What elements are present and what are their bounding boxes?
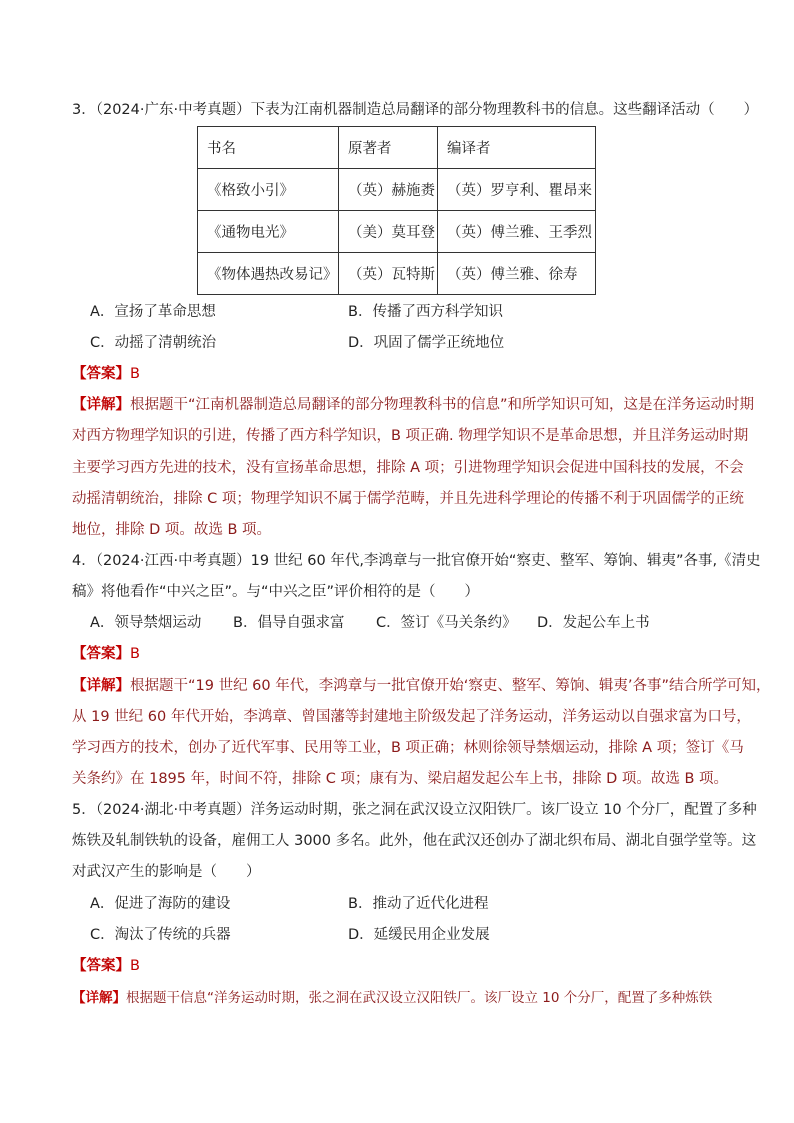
q3-detail-line: 地位，排除 D 项。故选 B 项。 bbox=[72, 522, 272, 538]
q5-stem-line: 5．（2024·湖北·中考真题）洋务运动时期，张之洞在武汉设立汉阳铁厂。该厂设立 10 个分厂，配置了多种 bbox=[72, 802, 757, 818]
detail-tag: 【详解】 bbox=[72, 990, 126, 1006]
table-header-row bbox=[198, 127, 596, 169]
q3-option-b: B．传播了西方科学知识 bbox=[348, 304, 503, 320]
answer-tag: 【答案】 bbox=[72, 646, 130, 662]
answer-tag: 【答案】 bbox=[72, 958, 130, 974]
q5-answer bbox=[72, 956, 140, 976]
q4-option-d: D．发起公车上书 bbox=[537, 615, 650, 631]
q3-detail-line bbox=[72, 395, 754, 415]
q3-option-c: C．动摇了清朝统治 bbox=[90, 335, 217, 351]
answer-tag: 【答案】 bbox=[72, 366, 130, 382]
table-header-cell: 编译者 bbox=[438, 127, 596, 169]
q5-option-a: A．促进了海防的建设 bbox=[90, 896, 231, 912]
q4-detail-line: 学习西方的技术，创办了近代军事、民用等工业，B 项正确；林则徐领导禁烟运动，排除 A 项；签订《马 bbox=[72, 740, 744, 756]
table-cell: （英）傅兰雅、王季烈 bbox=[438, 211, 596, 253]
answer-value: B bbox=[130, 366, 140, 382]
table-header-cell: 原著者 bbox=[339, 127, 438, 169]
q3-option-a: A．宣扬了革命思想 bbox=[90, 304, 216, 320]
q5-stem-line: 炼铁及轧制铁轨的设备，雇佣工人 3000 多名。此外，他在武汉还创办了湖北织布局、湖北自强学堂等。这 bbox=[72, 833, 757, 849]
table-row bbox=[198, 253, 596, 295]
table-cell: 《通物电光》 bbox=[198, 211, 339, 253]
q4-stem-line: 4．（2024·江西·中考真题）19 世纪 60 年代,李鸿章与一批官僚开始“察吏、整军、筹饷、辑夷”各事,《清史 bbox=[72, 553, 761, 569]
table-cell: 《物体遇热改易记》 bbox=[198, 253, 339, 295]
table-cell: （英）赫施赉 bbox=[339, 169, 438, 211]
table-row bbox=[198, 211, 596, 253]
table-cell: （英）罗亨利、瞿昂来 bbox=[438, 169, 596, 211]
q4-option-a: A．领导禁烟运动 bbox=[90, 615, 202, 631]
table-cell: （英）傅兰雅、徐寿 bbox=[438, 253, 596, 295]
q5-detail-line bbox=[72, 988, 712, 1008]
table-cell: （英）瓦特斯 bbox=[339, 253, 438, 295]
detail-tag: 【详解】 bbox=[72, 397, 130, 413]
q4-detail-line: 从 19 世纪 60 年代开始，李鸿章、曾国藩等封建地主阶级发起了洋务运动，洋务运动以自强求富为口号， bbox=[72, 709, 751, 725]
q4-answer bbox=[72, 644, 140, 664]
detail-text: 根据题干“江南机器制造总局翻译的部分物理教科书的信息”和所学知识可知，这是在洋务运动时期 bbox=[130, 397, 755, 413]
q5-option-d: D．延缓民用企业发展 bbox=[348, 927, 490, 943]
q4-stem-line: 稿》将他看作“中兴之臣”。与“中兴之臣”评价相符的是（ ） bbox=[72, 584, 480, 600]
q3-answer bbox=[72, 364, 140, 384]
q4-detail-line bbox=[72, 676, 770, 696]
q4-option-c: C．签订《马关条约》 bbox=[376, 615, 517, 631]
q4-detail-line: 关条约》在 1895 年，时间不符，排除 C 项；康有为、梁启超发起公车上书，排除 D 项。故选 B 项。 bbox=[72, 771, 729, 787]
answer-value: B bbox=[130, 646, 140, 662]
table-row bbox=[198, 169, 596, 211]
q3-option-d: D．巩固了儒学正统地位 bbox=[348, 335, 505, 351]
book-table bbox=[197, 126, 596, 295]
answer-value: B bbox=[130, 958, 140, 974]
q5-option-c: C．淘汰了传统的兵器 bbox=[90, 927, 231, 943]
table-cell: 《格致小引》 bbox=[198, 169, 339, 211]
detail-tag: 【详解】 bbox=[72, 678, 130, 694]
detail-text: 根据题干“19 世纪 60 年代，李鸿章与一批官僚开始‘察吏、整军、筹饷、辑夷’各事”结合所学可知， bbox=[130, 678, 771, 694]
q3-stem: 3．（2024·广东·中考真题）下表为江南机器制造总局翻译的部分物理教科书的信息。这些翻译活动（ ） bbox=[72, 102, 759, 118]
table-cell: （美）莫耳登 bbox=[339, 211, 438, 253]
q3-detail-line: 主要学习西方先进的技术，没有宣扬革命思想，排除 A 项；引进物理学知识会促进中国科技的发展，不会 bbox=[72, 460, 744, 476]
detail-text: 根据题干信息“洋务运动时期，张之洞在武汉设立汉阳铁厂。该厂设立 10 个分厂，配置了多种炼铁 bbox=[126, 990, 713, 1006]
q4-option-b: B．倡导自强求富 bbox=[233, 615, 345, 631]
q5-stem-line: 对武汉产生的影响是（ ） bbox=[72, 864, 261, 880]
q5-option-b: B．推动了近代化进程 bbox=[348, 896, 489, 912]
table-header-cell: 书名 bbox=[198, 127, 339, 169]
q3-detail-line: 动摇清朝统治，排除 C 项；物理学知识不属于儒学范畴，并且先进科学理论的传播不利于巩固儒学的正统 bbox=[72, 491, 744, 507]
q3-detail-line: 对西方物理学知识的引进，传播了西方科学知识，B 项正确. 物理学知识不是革命思想，并且洋务运动时期 bbox=[72, 428, 749, 444]
